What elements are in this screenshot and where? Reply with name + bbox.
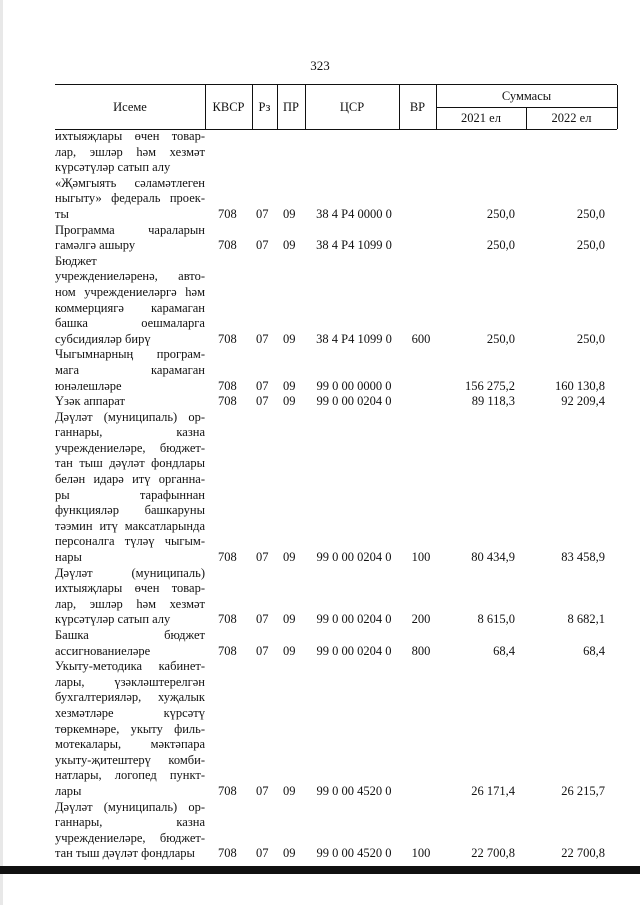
cell-s2: 250,0 [576, 238, 605, 253]
cell-s2: 250,0 [576, 206, 605, 221]
cell-csr: 99 0 00 0204 0 [316, 394, 392, 409]
row-name-line: белән идарә итү органна- [55, 472, 205, 487]
cell-rz: 07 [256, 846, 269, 861]
row-name-line: тан тыш дәүләт фондлары [55, 846, 195, 861]
cell-rz: 07 [256, 331, 269, 346]
row-name-line: күрсәтүләр сатып алу [55, 160, 171, 175]
cell-kvsr: 708 [218, 550, 237, 565]
row-name-line: мага карамаган [55, 362, 205, 377]
row-name [55, 254, 205, 348]
row-name-line: бухгалтерияләр, хуҗалык [55, 690, 205, 705]
cell-pr: 09 [283, 783, 296, 798]
cell-kvsr: 708 [218, 846, 237, 861]
cell-s2: 22 700,8 [561, 846, 605, 861]
cell-kvsr: 708 [218, 643, 237, 658]
row-name-line: ихтыяҗлары өчен товар- [55, 129, 205, 143]
scan-edge [0, 0, 3, 905]
cell-vr: 200 [411, 612, 431, 627]
row-name-line: Бюджет [55, 253, 97, 268]
row-name-line: Дәүләт (муниципаль) [55, 565, 205, 580]
cell-s2: 26 215,7 [561, 783, 605, 798]
row-name-line: башка оешмаларга [55, 316, 205, 331]
row-name-line: ихтыяҗлары өчен товар- [55, 581, 205, 596]
row-name-line: лар, эшләр һәм хезмәт [55, 596, 205, 611]
cell-rz: 07 [256, 394, 269, 409]
row-name [55, 347, 205, 394]
cell-s1: 250,0 [486, 238, 515, 253]
header-pr: ПР [283, 99, 299, 114]
cell-vr: 100 [411, 846, 431, 861]
cell-kvsr: 708 [218, 783, 237, 798]
row-name-line: лары, үзәкләштерелгән [55, 674, 205, 689]
cell-kvsr: 708 [218, 206, 237, 221]
header-name: Исеме [113, 99, 147, 114]
page-number: 323 [310, 58, 330, 73]
header-csr: ЦСР [339, 99, 365, 114]
cell-vr: 100 [411, 550, 431, 565]
cell-rz: 07 [256, 378, 269, 393]
row-name [55, 410, 205, 566]
row-name-line: Укыту-методика кабинет- [55, 659, 205, 674]
row-name-line: учреждениеләре, бюджет- [55, 830, 205, 845]
cell-s1: 68,4 [493, 643, 515, 658]
cell-kvsr: 708 [218, 331, 237, 346]
row-name-line: ныгыту» федераль проек- [55, 191, 205, 206]
header-kvsr: КВСР [212, 99, 245, 114]
cell-s1: 22 700,8 [471, 846, 515, 861]
row-name [55, 659, 205, 799]
row-name-line: укыту-җитештерү комби- [55, 752, 205, 767]
row-name-line: ганнары, казна [55, 425, 205, 440]
row-name [55, 223, 205, 254]
row-name-line: учреждениеләре, бюджет- [55, 440, 205, 455]
cell-csr: 38 4 Р4 1099 0 [316, 331, 392, 346]
cell-s1: 8 615,0 [477, 612, 515, 627]
table-row [55, 410, 617, 566]
row-name-line: мотекалары, мәктәпара [55, 737, 205, 752]
cell-s1: 26 171,4 [471, 783, 515, 798]
cell-s2: 250,0 [576, 331, 605, 346]
row-name-line: субсидияләр бирү [55, 331, 151, 346]
cell-csr: 38 4 Р4 1099 0 [316, 238, 392, 253]
row-name-line: ты [55, 206, 69, 221]
cell-vr: 600 [411, 331, 431, 346]
cell-pr: 09 [283, 238, 296, 253]
row-name-line: гамәлгә ашыру [55, 238, 136, 253]
cell-rz: 07 [256, 612, 269, 627]
row-name-line: ассигнованиеләре [55, 643, 151, 658]
table-row [55, 254, 617, 348]
cell-s1: 250,0 [486, 331, 515, 346]
table-row [55, 659, 617, 799]
cell-csr: 38 4 Р4 0000 0 [316, 206, 392, 221]
cell-rz: 07 [256, 643, 269, 658]
cell-pr: 09 [283, 378, 296, 393]
row-name-line: ном учреждениеләргә һәм [55, 284, 205, 299]
table-row [55, 394, 617, 410]
cell-kvsr: 708 [218, 394, 237, 409]
header-year-2021: 2021 ел [461, 110, 501, 125]
row-name-line: төркемнәре, укыту филь- [55, 721, 205, 736]
header-rz: Рз [258, 99, 271, 114]
cell-csr: 99 0 00 4520 0 [316, 846, 392, 861]
row-name-line: учреждениеләренә, авто- [55, 269, 205, 284]
row-name [55, 129, 205, 176]
cell-s2: 83 458,9 [561, 550, 605, 565]
row-name [55, 566, 205, 628]
cell-csr: 99 0 00 0204 0 [316, 643, 392, 658]
header-sum: Суммасы [501, 88, 552, 103]
table-header [55, 84, 617, 130]
row-name-line: «Җәмгыять сәламәтлеген [55, 175, 205, 190]
cell-kvsr: 708 [218, 378, 237, 393]
cell-kvsr: 708 [218, 238, 237, 253]
row-name-line: Дәүләт (муниципаль) ор- [55, 799, 205, 814]
row-name [55, 628, 205, 659]
cell-pr: 09 [283, 331, 296, 346]
table-row [55, 566, 617, 628]
row-name-line: хезмәтләре күрсәтү [55, 705, 205, 720]
cell-pr: 09 [283, 846, 296, 861]
row-name [55, 800, 205, 862]
row-name-line: Программа чараларын [55, 222, 205, 237]
table-row [55, 223, 617, 254]
table-row [55, 129, 617, 176]
cell-s2: 68,4 [583, 643, 605, 658]
cell-pr: 09 [283, 206, 296, 221]
cell-pr: 09 [283, 394, 296, 409]
row-name-line: Үзәк аппарат [55, 394, 125, 409]
cell-csr: 99 0 00 0000 0 [316, 378, 392, 393]
scan-bottom-bar [0, 866, 640, 874]
table-row [55, 628, 617, 659]
cell-kvsr: 708 [218, 612, 237, 627]
cell-s1: 89 118,3 [471, 394, 515, 409]
row-name-line: функцияләр башкаруны [55, 503, 205, 518]
row-name-line: ганнары, казна [55, 815, 205, 830]
row-name-line: персоналга түләү чыгым- [55, 534, 205, 549]
row-name-line: Башка бюджет [55, 628, 205, 642]
row-name-line: лары [55, 783, 82, 798]
table-body [55, 129, 617, 862]
row-name-line: тан тыш дәүләт фондлары [55, 456, 205, 471]
cell-s2: 92 209,4 [561, 394, 605, 409]
cell-csr: 99 0 00 4520 0 [316, 783, 392, 798]
cell-rz: 07 [256, 238, 269, 253]
row-name-line: күрсәтүләр сатып алу [55, 612, 171, 627]
cell-vr: 800 [411, 643, 431, 658]
cell-rz: 07 [256, 783, 269, 798]
header-year-2022: 2022 ел [551, 110, 592, 125]
cell-s1: 156 275,2 [465, 378, 515, 393]
table-row [55, 800, 617, 862]
cell-s2: 160 130,8 [555, 378, 605, 393]
cell-pr: 09 [283, 612, 296, 627]
row-name-line: тәэмин итү максатларында [55, 518, 205, 533]
table-row [55, 176, 617, 223]
row-name-line: ры тарафыннан [55, 487, 205, 502]
row-name-line: коммерциягә карамаган [55, 300, 205, 315]
cell-pr: 09 [283, 643, 296, 658]
row-name-line: Дәүләт (муниципаль) ор- [55, 409, 205, 424]
header-vr: ВР [409, 99, 426, 114]
row-name-line: юнәлешләре [55, 378, 122, 393]
cell-pr: 09 [283, 550, 296, 565]
cell-csr: 99 0 00 0204 0 [316, 550, 392, 565]
cell-rz: 07 [256, 550, 269, 565]
row-name-line: натлары, логопед пункт- [55, 768, 205, 783]
cell-s1: 80 434,9 [471, 550, 515, 565]
row-name [55, 394, 205, 410]
row-name-line: нары [55, 550, 82, 565]
row-name-line: Чыгымнарның програм- [55, 347, 205, 362]
table-row [55, 347, 617, 394]
cell-rz: 07 [256, 206, 269, 221]
cell-csr: 99 0 00 0204 0 [316, 612, 392, 627]
row-name-line: лар, эшләр һәм хезмәт [55, 144, 205, 159]
cell-s1: 250,0 [486, 206, 515, 221]
cell-s2: 8 682,1 [567, 612, 605, 627]
row-name [55, 176, 205, 223]
